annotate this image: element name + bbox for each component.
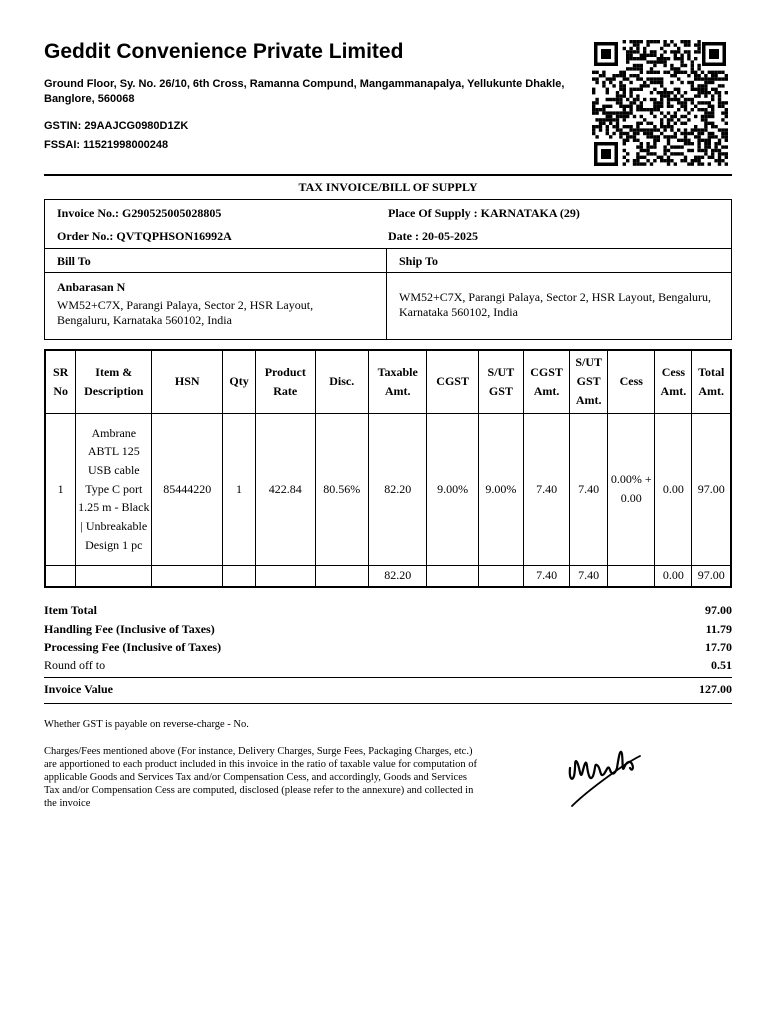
company-fssai: FSSAI: 11521998000248 (44, 139, 169, 151)
cell-disc: 80.56% (315, 413, 368, 565)
cell-cess-amt: 0.00 (655, 413, 692, 565)
total-sgst-amt: 7.40 (570, 565, 608, 587)
company-gstin: GSTIN: 29AAJCG0980D1ZK (44, 120, 189, 132)
signature-image (560, 738, 664, 810)
cell-rate: 422.84 (255, 413, 315, 565)
col-hsn: HSN (152, 350, 223, 413)
col-sr: SR No (45, 350, 76, 413)
cell-cgst-amt: 7.40 (523, 413, 569, 565)
summary-bottom-divider (44, 703, 732, 704)
reverse-charge-note: Whether GST is payable on reverse-charge - No. (44, 719, 249, 730)
cell-qty: 1 (223, 413, 256, 565)
order-number: Order No.: QVTQPHSON16992A (57, 229, 232, 243)
invoice-number: Invoice No.: G290525005028805 (57, 206, 222, 220)
col-qty: Qty (223, 350, 256, 413)
col-taxable: Taxable Amt. (368, 350, 427, 413)
total-cgst-amt: 7.40 (523, 565, 569, 587)
cell-hsn: 85444220 (152, 413, 223, 565)
summary-divider (44, 677, 732, 678)
col-sgst-amt: S/UT GST Amt. (570, 350, 608, 413)
cell-item: Ambrane ABTL 125 USB cable Type C port 1.25 m - Black | Unbreakable Design 1 pc (76, 413, 152, 565)
ship-to-address: WM52+C7X, Parangi Palaya, Sector 2, HSR Layout, Bengaluru, Karnataka 560102, India (399, 290, 712, 319)
cell-cess: 0.00% + 0.00 (608, 413, 655, 565)
items-table (44, 349, 732, 588)
charges-note: Charges/Fees mentioned above (For instance, Delivery Charges, Surge Fees, Packaging Charges, etc.) are apportioned to each product included in this invoice in the ratio of taxable value for computation of applicable Goods and Services Tax and/or Compensation Cess, and accordingly, Goods and Services Tax and/or Compensation Cess are computed, disclosed (please refer to the annexure) and collected in the invoice (44, 746, 477, 809)
table-header-row (45, 350, 731, 413)
col-total: Total Amt. (692, 350, 731, 413)
total-cess-amt: 0.00 (655, 565, 692, 587)
cell-sgst: 9.00% (478, 413, 523, 565)
cell-cgst: 9.00% (427, 413, 478, 565)
col-sgst: S/UT GST (478, 350, 523, 413)
col-cgst: CGST (427, 350, 478, 413)
place-of-supply: Place Of Supply : KARNATAKA (29) (388, 206, 580, 220)
table-totals-row (45, 565, 731, 587)
total-amount: 97.00 (692, 565, 731, 587)
document-title: TAX INVOICE/BILL OF SUPPLY (298, 180, 478, 194)
bill-to-name: Anbarasan N (57, 280, 126, 294)
col-cgst-amt: CGST Amt. (523, 350, 569, 413)
invoice-date: Date : 20-05-2025 (388, 229, 478, 243)
bill-to-label: Bill To (57, 254, 91, 268)
col-disc: Disc. (315, 350, 368, 413)
col-rate: Product Rate (255, 350, 315, 413)
company-address: Ground Floor, Sy. No. 26/10, 6th Cross, Ramanna Compund, Mangammanapalya, Yellukunte Dhakle, Banglore, 560068 (44, 78, 565, 105)
header-divider (44, 174, 732, 176)
invoice-info-box (44, 199, 732, 340)
cell-total: 97.00 (692, 413, 731, 565)
col-cess: Cess (608, 350, 655, 413)
cell-sr: 1 (45, 413, 76, 565)
ship-to-label: Ship To (399, 254, 439, 268)
col-cess-amt: Cess Amt. (655, 350, 692, 413)
table-row (45, 413, 731, 565)
cell-sgst-amt: 7.40 (570, 413, 608, 565)
total-taxable: 82.20 (368, 565, 427, 587)
qr-code (592, 40, 728, 168)
bill-to-address: WM52+C7X, Parangi Palaya, Sector 2, HSR Layout, Bengaluru, Karnataka 560102, India (57, 298, 314, 327)
company-name: Geddit Convenience Private Limited (44, 40, 404, 63)
cell-taxable: 82.20 (368, 413, 427, 565)
col-item: Item & Description (76, 350, 152, 413)
